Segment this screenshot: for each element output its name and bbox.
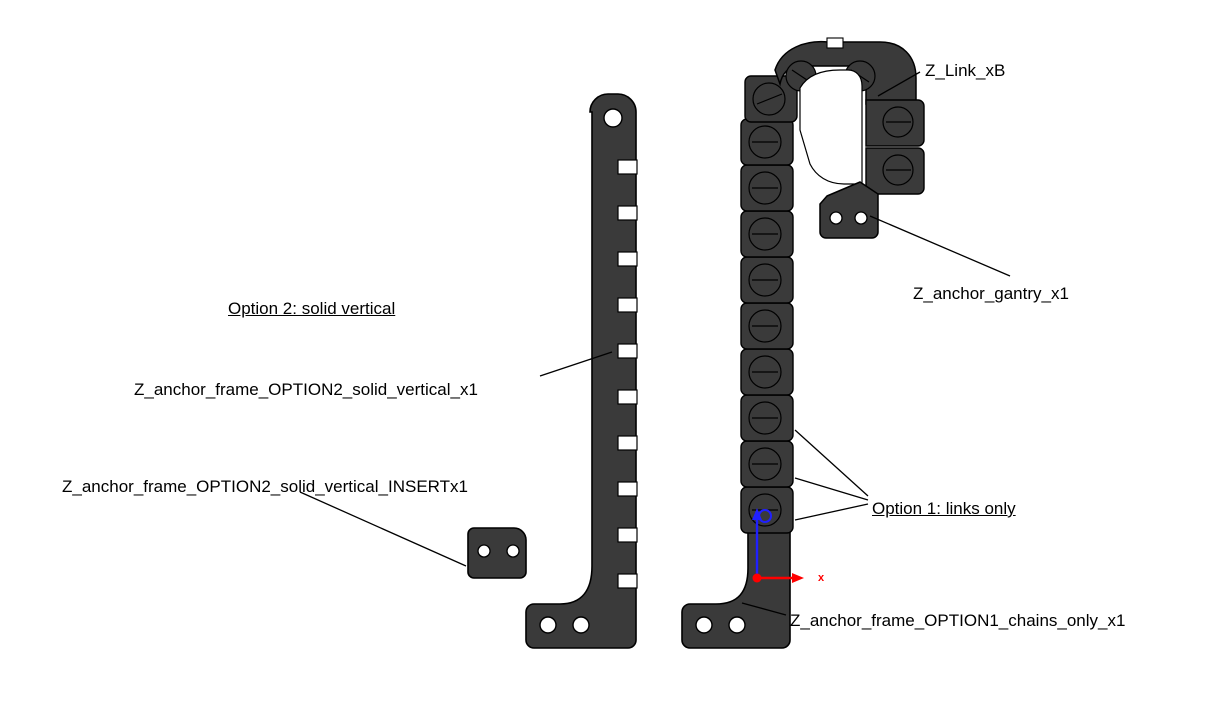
option2-insert-hole-right bbox=[507, 545, 519, 557]
option2-foot-hole-left bbox=[540, 617, 556, 633]
label-anchor-frame-option2-insert: Z_anchor_frame_OPTION2_solid_vertical_INSERTx1 bbox=[62, 477, 468, 496]
label-option1-heading: Option 1: links only bbox=[872, 499, 1016, 518]
label-option2-heading: Option 2: solid vertical bbox=[228, 299, 396, 318]
option2-top-hole bbox=[604, 109, 622, 127]
part-anchor-frame-option2-insert bbox=[468, 528, 526, 578]
chain-link bbox=[741, 257, 793, 303]
x-axis-label: x bbox=[818, 572, 825, 584]
leader-anchor-gantry bbox=[870, 216, 1010, 276]
x-axis-arrow bbox=[792, 573, 804, 583]
label-anchor-frame-option1-chains-only: Z_anchor_frame_OPTION1_chains_only_x1 bbox=[790, 611, 1126, 630]
leader-option2-insert bbox=[300, 492, 466, 566]
label-anchor-frame-option2-solid-vertical: Z_anchor_frame_OPTION2_solid_vertical_x1 bbox=[134, 380, 478, 399]
origin-point bbox=[753, 574, 762, 583]
chain-link bbox=[741, 349, 793, 395]
chain-link-stack bbox=[741, 76, 797, 533]
option1-foot-hole-right bbox=[729, 617, 745, 633]
chain-link bbox=[741, 165, 793, 211]
chain-link bbox=[741, 395, 793, 441]
option2-insert-hole-left bbox=[478, 545, 490, 557]
option1-foot-hole-left bbox=[696, 617, 712, 633]
part-anchor-frame-option2-solid-vertical bbox=[526, 94, 637, 648]
part-anchor-frame-option1-chains-only bbox=[682, 38, 924, 648]
part-anchor-gantry bbox=[820, 182, 878, 238]
leader-option1-a bbox=[795, 430, 868, 496]
option2-frame-body bbox=[526, 94, 636, 648]
leader-option1-c bbox=[795, 504, 868, 520]
option2-foot-hole-right bbox=[573, 617, 589, 633]
label-link-xb: Z_Link_xB bbox=[925, 61, 1006, 80]
chain-link bbox=[741, 211, 793, 257]
chain-link bbox=[741, 119, 793, 165]
label-anchor-gantry: Z_anchor_gantry_x1 bbox=[913, 284, 1069, 303]
chain-link bbox=[741, 441, 793, 487]
leader-option1-b bbox=[795, 478, 868, 500]
chain-link bbox=[741, 303, 793, 349]
